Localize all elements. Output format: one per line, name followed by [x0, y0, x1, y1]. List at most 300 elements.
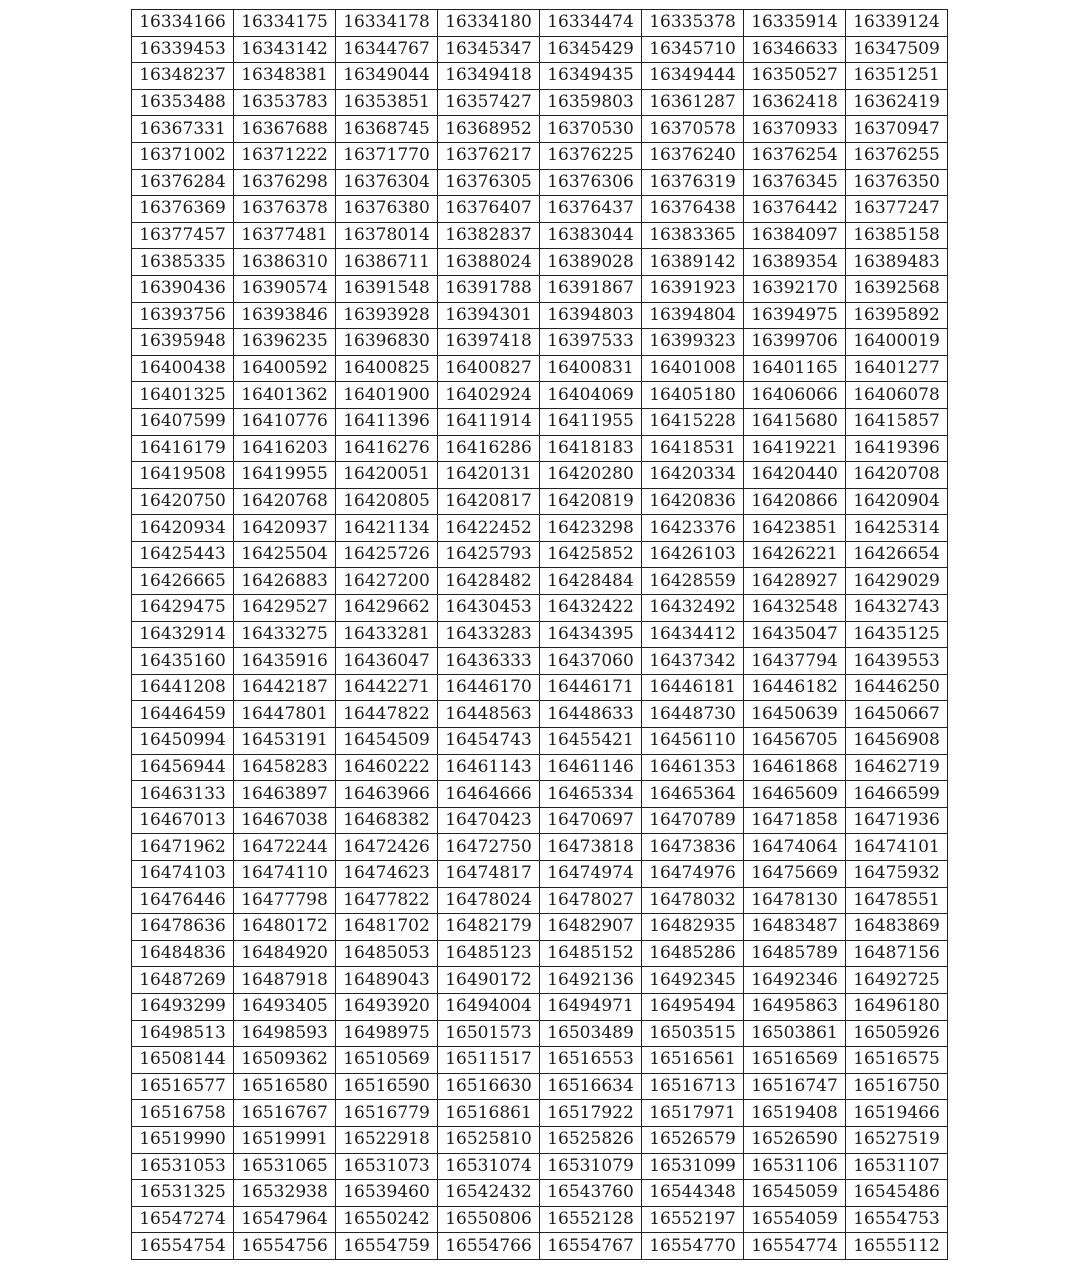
table-cell: 16531107	[846, 1153, 948, 1180]
table-cell: 16420934	[132, 515, 234, 542]
table-cell: 16454743	[438, 728, 540, 755]
table-cell: 16430453	[438, 595, 540, 622]
table-cell: 16461146	[540, 754, 642, 781]
table-row	[132, 967, 948, 994]
table-cell: 16429475	[132, 595, 234, 622]
table-cell: 16442271	[336, 674, 438, 701]
table-cell: 16411955	[540, 408, 642, 435]
table-cell: 16510569	[336, 1047, 438, 1074]
table-cell: 16516577	[132, 1073, 234, 1100]
table-cell: 16416286	[438, 435, 540, 462]
table-cell: 16472244	[234, 834, 336, 861]
table-cell: 16376225	[540, 142, 642, 169]
table-cell: 16376437	[540, 196, 642, 223]
table-cell: 16353783	[234, 89, 336, 116]
table-cell: 16386310	[234, 249, 336, 276]
table-cell: 16416179	[132, 435, 234, 462]
table-cell: 16428484	[540, 568, 642, 595]
table-cell: 16415680	[744, 408, 846, 435]
table-cell: 16415228	[642, 408, 744, 435]
table-cell: 16483869	[846, 914, 948, 941]
table-cell: 16370530	[540, 116, 642, 143]
table-row	[132, 1100, 948, 1127]
table-cell: 16516634	[540, 1073, 642, 1100]
table-row	[132, 621, 948, 648]
table-row	[132, 382, 948, 409]
table-cell: 16516861	[438, 1100, 540, 1127]
table-cell: 16463133	[132, 781, 234, 808]
table-row	[132, 781, 948, 808]
table-cell: 16419221	[744, 435, 846, 462]
table-cell: 16391923	[642, 275, 744, 302]
table-cell: 16401900	[336, 382, 438, 409]
table-cell: 16471858	[744, 807, 846, 834]
table-cell: 16471936	[846, 807, 948, 834]
table-cell: 16492345	[642, 967, 744, 994]
table-cell: 16400438	[132, 355, 234, 382]
table-cell: 16485152	[540, 940, 642, 967]
table-cell: 16334178	[336, 10, 438, 37]
table-cell: 16401362	[234, 382, 336, 409]
table-cell: 16420280	[540, 462, 642, 489]
table-cell: 16385335	[132, 249, 234, 276]
table-cell: 16446182	[744, 674, 846, 701]
table-cell: 16539460	[336, 1180, 438, 1207]
table-cell: 16432743	[846, 595, 948, 622]
table-cell: 16526590	[744, 1126, 846, 1153]
table-row	[132, 993, 948, 1020]
table-row	[132, 329, 948, 356]
table-cell: 16448730	[642, 701, 744, 728]
table-cell: 16441208	[132, 674, 234, 701]
table-cell: 16446181	[642, 674, 744, 701]
table-cell: 16516779	[336, 1100, 438, 1127]
table-cell: 16376217	[438, 142, 540, 169]
table-cell: 16370933	[744, 116, 846, 143]
table-row	[132, 1047, 948, 1074]
table-row	[132, 302, 948, 329]
table-cell: 16344767	[336, 36, 438, 63]
table-cell: 16420708	[846, 462, 948, 489]
table-cell: 16401008	[642, 355, 744, 382]
table-cell: 16526579	[642, 1126, 744, 1153]
table-row	[132, 1233, 948, 1260]
table-cell: 16429527	[234, 595, 336, 622]
table-cell: 16484920	[234, 940, 336, 967]
table-cell: 16345347	[438, 36, 540, 63]
table-cell: 16420904	[846, 488, 948, 515]
table-cell: 16388024	[438, 249, 540, 276]
table-cell: 16425443	[132, 541, 234, 568]
table-cell: 16544348	[642, 1180, 744, 1207]
table-cell: 16370578	[642, 116, 744, 143]
table-cell: 16378014	[336, 222, 438, 249]
table-cell: 16545059	[744, 1180, 846, 1207]
table-cell: 16402924	[438, 382, 540, 409]
table-cell: 16462719	[846, 754, 948, 781]
table-cell: 16389028	[540, 249, 642, 276]
table-cell: 16465334	[540, 781, 642, 808]
table-row	[132, 648, 948, 675]
table-cell: 16498975	[336, 1020, 438, 1047]
table-row	[132, 568, 948, 595]
table-cell: 16464666	[438, 781, 540, 808]
table-cell: 16498513	[132, 1020, 234, 1047]
table-cell: 16446459	[132, 701, 234, 728]
table-cell: 16348381	[234, 63, 336, 90]
table-cell: 16393846	[234, 302, 336, 329]
table-cell: 16485053	[336, 940, 438, 967]
table-cell: 16487156	[846, 940, 948, 967]
table-cell: 16456110	[642, 728, 744, 755]
table-cell: 16376380	[336, 196, 438, 223]
table-cell: 16420817	[438, 488, 540, 515]
table-cell: 16516575	[846, 1047, 948, 1074]
table-cell: 16420866	[744, 488, 846, 515]
table-cell: 16376345	[744, 169, 846, 196]
table-row	[132, 754, 948, 781]
table-cell: 16481702	[336, 914, 438, 941]
table-cell: 16389142	[642, 249, 744, 276]
table-cell: 16400825	[336, 355, 438, 382]
table-row	[132, 196, 948, 223]
table-cell: 16433281	[336, 621, 438, 648]
table-cell: 16376438	[642, 196, 744, 223]
table-cell: 16527519	[846, 1126, 948, 1153]
table-cell: 16432492	[642, 595, 744, 622]
table-cell: 16467013	[132, 807, 234, 834]
table-cell: 16420805	[336, 488, 438, 515]
table-cell: 16376350	[846, 169, 948, 196]
table-row	[132, 355, 948, 382]
table-cell: 16550242	[336, 1206, 438, 1233]
table-cell: 16485123	[438, 940, 540, 967]
table-row	[132, 222, 948, 249]
table-cell: 16367331	[132, 116, 234, 143]
table-cell: 16383365	[642, 222, 744, 249]
table-row	[132, 887, 948, 914]
table-cell: 16393928	[336, 302, 438, 329]
table-cell: 16516580	[234, 1073, 336, 1100]
table-cell: 16496180	[846, 993, 948, 1020]
table-cell: 16346633	[744, 36, 846, 63]
table-cell: 16450639	[744, 701, 846, 728]
table-cell: 16423298	[540, 515, 642, 542]
table-cell: 16357427	[438, 89, 540, 116]
table-cell: 16478551	[846, 887, 948, 914]
table-cell: 16494004	[438, 993, 540, 1020]
table-cell: 16516758	[132, 1100, 234, 1127]
table-row	[132, 1153, 948, 1180]
table-cell: 16465609	[744, 781, 846, 808]
table-cell: 16453191	[234, 728, 336, 755]
table-cell: 16376304	[336, 169, 438, 196]
table-cell: 16437342	[642, 648, 744, 675]
table-cell: 16377481	[234, 222, 336, 249]
table-cell: 16516767	[234, 1100, 336, 1127]
table-cell: 16466599	[846, 781, 948, 808]
table-cell: 16525810	[438, 1126, 540, 1153]
table-cell: 16334474	[540, 10, 642, 37]
table-cell: 16382837	[438, 222, 540, 249]
table-cell: 16482935	[642, 914, 744, 941]
table-cell: 16411396	[336, 408, 438, 435]
table-cell: 16418183	[540, 435, 642, 462]
table-cell: 16531079	[540, 1153, 642, 1180]
table-cell: 16426103	[642, 541, 744, 568]
table-cell: 16455421	[540, 728, 642, 755]
table-cell: 16385158	[846, 222, 948, 249]
table-cell: 16550806	[438, 1206, 540, 1233]
table-cell: 16390436	[132, 275, 234, 302]
table-cell: 16391788	[438, 275, 540, 302]
table-cell: 16494971	[540, 993, 642, 1020]
table-cell: 16420819	[540, 488, 642, 515]
table-cell: 16371770	[336, 142, 438, 169]
table-cell: 16482907	[540, 914, 642, 941]
table-cell: 16390574	[234, 275, 336, 302]
table-cell: 16461143	[438, 754, 540, 781]
table-cell: 16461868	[744, 754, 846, 781]
table-cell: 16525826	[540, 1126, 642, 1153]
table-row	[132, 674, 948, 701]
table-cell: 16437794	[744, 648, 846, 675]
table-row	[132, 63, 948, 90]
table-cell: 16554756	[234, 1233, 336, 1260]
table-row	[132, 940, 948, 967]
table-cell: 16426665	[132, 568, 234, 595]
table-cell: 16376254	[744, 142, 846, 169]
table-cell: 16543760	[540, 1180, 642, 1207]
table-cell: 16447801	[234, 701, 336, 728]
table-cell: 16392568	[846, 275, 948, 302]
table-cell: 16446250	[846, 674, 948, 701]
table-cell: 16415857	[846, 408, 948, 435]
table-cell: 16428559	[642, 568, 744, 595]
table-cell: 16389483	[846, 249, 948, 276]
table-cell: 16437060	[540, 648, 642, 675]
table-cell: 16376306	[540, 169, 642, 196]
table-cell: 16470789	[642, 807, 744, 834]
table-cell: 16348237	[132, 63, 234, 90]
table-cell: 16335914	[744, 10, 846, 37]
table-cell: 16334175	[234, 10, 336, 37]
table-cell: 16367688	[234, 116, 336, 143]
table-row	[132, 36, 948, 63]
table-cell: 16397533	[540, 329, 642, 356]
table-cell: 16383044	[540, 222, 642, 249]
table-cell: 16407599	[132, 408, 234, 435]
table-cell: 16391867	[540, 275, 642, 302]
table-cell: 16349044	[336, 63, 438, 90]
table-cell: 16350527	[744, 63, 846, 90]
table-cell: 16477822	[336, 887, 438, 914]
table-cell: 16410776	[234, 408, 336, 435]
number-table-container	[131, 9, 948, 1260]
table-cell: 16435160	[132, 648, 234, 675]
number-table-body	[132, 10, 948, 1260]
table-cell: 16517971	[642, 1100, 744, 1127]
table-cell: 16470423	[438, 807, 540, 834]
table-row	[132, 116, 948, 143]
table-cell: 16400831	[540, 355, 642, 382]
table-cell: 16359803	[540, 89, 642, 116]
table-cell: 16334180	[438, 10, 540, 37]
table-cell: 16454509	[336, 728, 438, 755]
table-cell: 16376378	[234, 196, 336, 223]
table-cell: 16335378	[642, 10, 744, 37]
table-cell: 16404069	[540, 382, 642, 409]
table-cell: 16516553	[540, 1047, 642, 1074]
table-cell: 16376305	[438, 169, 540, 196]
table-cell: 16505926	[846, 1020, 948, 1047]
table-cell: 16376298	[234, 169, 336, 196]
table-row	[132, 701, 948, 728]
table-cell: 16389354	[744, 249, 846, 276]
table-cell: 16420440	[744, 462, 846, 489]
table-cell: 16426221	[744, 541, 846, 568]
table-cell: 16446170	[438, 674, 540, 701]
table-cell: 16475932	[846, 861, 948, 888]
table-cell: 16339124	[846, 10, 948, 37]
table-cell: 16478024	[438, 887, 540, 914]
table-cell: 16447822	[336, 701, 438, 728]
table-cell: 16419508	[132, 462, 234, 489]
table-cell: 16516561	[642, 1047, 744, 1074]
table-cell: 16483487	[744, 914, 846, 941]
table-row	[132, 1073, 948, 1100]
table-cell: 16501573	[438, 1020, 540, 1047]
table-row	[132, 834, 948, 861]
table-cell: 16480172	[234, 914, 336, 941]
table-cell: 16425852	[540, 541, 642, 568]
table-cell: 16498593	[234, 1020, 336, 1047]
table-cell: 16509362	[234, 1047, 336, 1074]
table-cell: 16435916	[234, 648, 336, 675]
table-cell: 16432914	[132, 621, 234, 648]
table-row	[132, 488, 948, 515]
table-cell: 16487269	[132, 967, 234, 994]
table-cell: 16456908	[846, 728, 948, 755]
table-cell: 16468382	[336, 807, 438, 834]
table-cell: 16476446	[132, 887, 234, 914]
table-cell: 16516630	[438, 1073, 540, 1100]
table-cell: 16401277	[846, 355, 948, 382]
table-cell: 16420334	[642, 462, 744, 489]
table-cell: 16516590	[336, 1073, 438, 1100]
table-cell: 16531099	[642, 1153, 744, 1180]
table-cell: 16371222	[234, 142, 336, 169]
table-cell: 16418531	[642, 435, 744, 462]
table-cell: 16489043	[336, 967, 438, 994]
table-cell: 16368745	[336, 116, 438, 143]
table-row	[132, 89, 948, 116]
table-cell: 16522918	[336, 1126, 438, 1153]
table-cell: 16386711	[336, 249, 438, 276]
table-cell: 16345710	[642, 36, 744, 63]
table-cell: 16492346	[744, 967, 846, 994]
table-cell: 16519990	[132, 1126, 234, 1153]
table-cell: 16400592	[234, 355, 336, 382]
table-cell: 16425726	[336, 541, 438, 568]
table-cell: 16519466	[846, 1100, 948, 1127]
table-cell: 16531053	[132, 1153, 234, 1180]
table-cell: 16482179	[438, 914, 540, 941]
table-cell: 16554059	[744, 1206, 846, 1233]
table-row	[132, 169, 948, 196]
table-row	[132, 1126, 948, 1153]
table-cell: 16478130	[744, 887, 846, 914]
table-cell: 16555112	[846, 1233, 948, 1260]
table-cell: 16554766	[438, 1233, 540, 1260]
table-cell: 16422452	[438, 515, 540, 542]
table-cell: 16456705	[744, 728, 846, 755]
table-cell: 16343142	[234, 36, 336, 63]
table-cell: 16503861	[744, 1020, 846, 1047]
table-cell: 16470697	[540, 807, 642, 834]
table-cell: 16554767	[540, 1233, 642, 1260]
table-cell: 16472750	[438, 834, 540, 861]
table-cell: 16531325	[132, 1180, 234, 1207]
table-cell: 16471962	[132, 834, 234, 861]
table-cell: 16460222	[336, 754, 438, 781]
table-cell: 16384097	[744, 222, 846, 249]
table-cell: 16420750	[132, 488, 234, 515]
table-cell: 16399706	[744, 329, 846, 356]
table-cell: 16401325	[132, 382, 234, 409]
table-cell: 16371002	[132, 142, 234, 169]
table-row	[132, 515, 948, 542]
table-cell: 16492136	[540, 967, 642, 994]
table-cell: 16547274	[132, 1206, 234, 1233]
table-cell: 16485789	[744, 940, 846, 967]
table-cell: 16334166	[132, 10, 234, 37]
table-cell: 16473818	[540, 834, 642, 861]
table-row	[132, 1020, 948, 1047]
table-cell: 16406066	[744, 382, 846, 409]
table-cell: 16434395	[540, 621, 642, 648]
table-row	[132, 807, 948, 834]
table-cell: 16416276	[336, 435, 438, 462]
table-cell: 16461353	[642, 754, 744, 781]
table-cell: 16474976	[642, 861, 744, 888]
table-cell: 16517922	[540, 1100, 642, 1127]
table-cell: 16554774	[744, 1233, 846, 1260]
table-cell: 16377247	[846, 196, 948, 223]
table-row	[132, 275, 948, 302]
table-cell: 16474623	[336, 861, 438, 888]
table-cell: 16423376	[642, 515, 744, 542]
table-cell: 16478032	[642, 887, 744, 914]
table-cell: 16442187	[234, 674, 336, 701]
table-cell: 16400019	[846, 329, 948, 356]
table-cell: 16436047	[336, 648, 438, 675]
table-cell: 16554753	[846, 1206, 948, 1233]
table-cell: 16396235	[234, 329, 336, 356]
table-cell: 16420131	[438, 462, 540, 489]
table-cell: 16554759	[336, 1233, 438, 1260]
table-row	[132, 595, 948, 622]
table-cell: 16465364	[642, 781, 744, 808]
table-cell: 16448633	[540, 701, 642, 728]
table-cell: 16399323	[642, 329, 744, 356]
table-cell: 16425793	[438, 541, 540, 568]
table-cell: 16395948	[132, 329, 234, 356]
table-cell: 16339453	[132, 36, 234, 63]
table-cell: 16484836	[132, 940, 234, 967]
table-cell: 16495863	[744, 993, 846, 1020]
table-cell: 16419396	[846, 435, 948, 462]
